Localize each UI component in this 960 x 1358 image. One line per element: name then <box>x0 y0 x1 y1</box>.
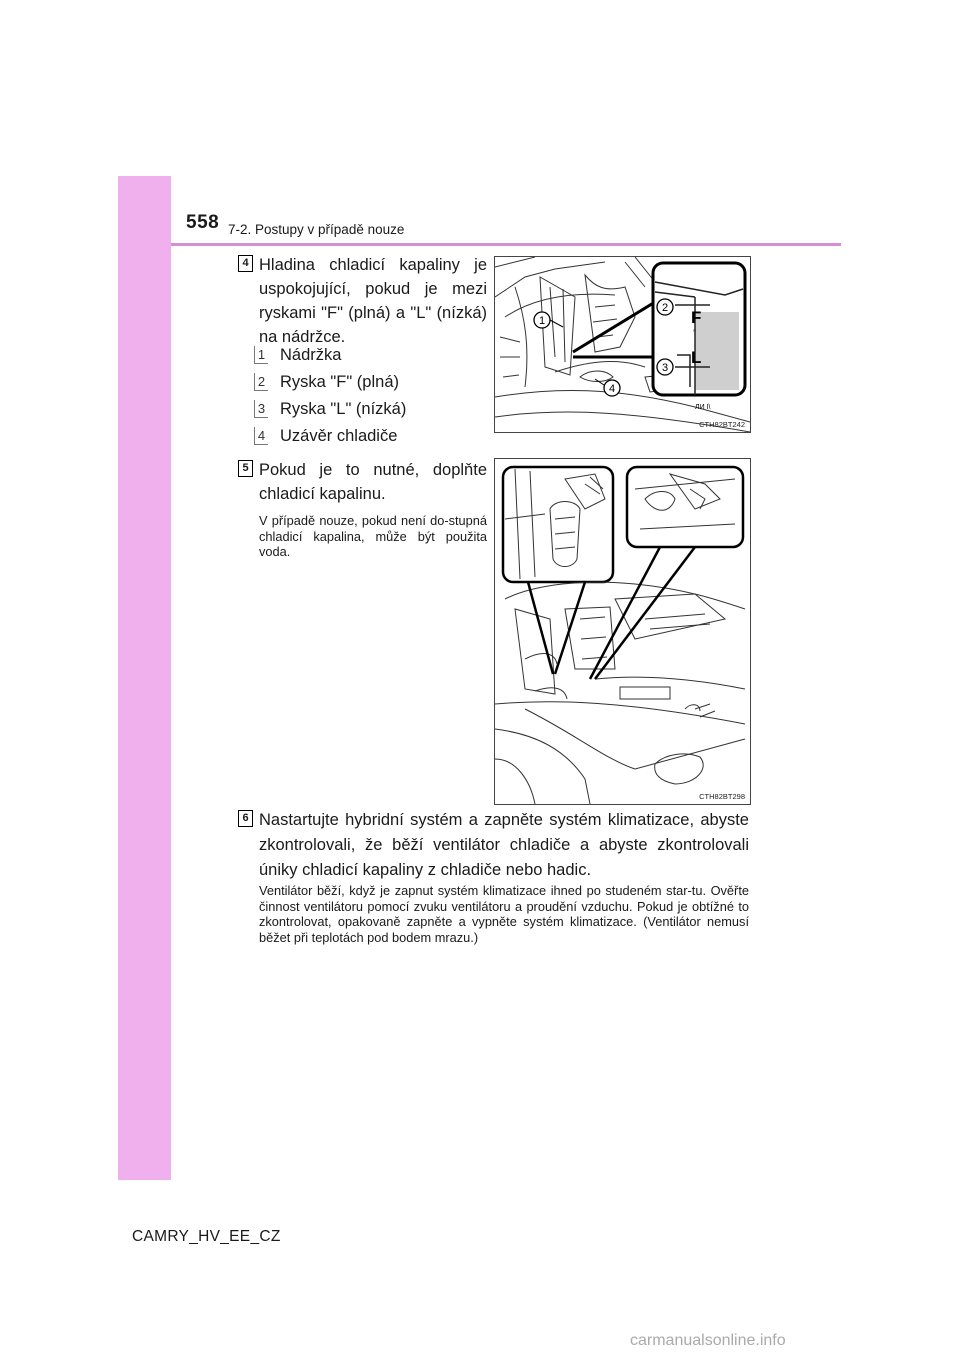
coolant-refill-illustration <box>494 458 751 805</box>
figure-code: CTH82BT298 <box>699 792 745 801</box>
list-item-number: 1 <box>254 346 268 364</box>
step-5-note: V případě nouze, pokud není do-stupná chladicí kapalina, může být použita voda. <box>259 513 487 559</box>
engine-bay-drawing <box>495 257 750 432</box>
list-item-label: Nádržka <box>280 346 342 364</box>
list-item-label: Uzávěr chladiče <box>280 427 398 445</box>
chapter-side-tab <box>118 176 171 1180</box>
step-5-text: Pokud je to nutné, doplňte chladicí kapalinu. <box>259 461 487 503</box>
callout-4-label: 4 <box>608 383 616 395</box>
coolant-reservoir-illustration <box>494 256 751 433</box>
step-6-note: Ventilátor běží, když je zapnut systém klimatizace ihned po studeném star-tu. Ověřte činnost ventilátoru pomocí zvuku ventilátoru a proudění vzduchu. Pokud je obtížné to zkontrolovat, opakovaně zapněte a vypněte systém klimatizace. (Ventilátor nemusí běžet při teplotách pod bodem mrazu.) <box>259 883 749 945</box>
refill-drawing <box>495 459 750 804</box>
svg-text:▫: ▫ <box>693 326 696 335</box>
list-item-label: Ryska "F" (plná) <box>280 373 399 391</box>
watermark: carmanualsonline.info <box>630 1332 786 1349</box>
list-item <box>254 427 397 445</box>
callout-2-label: 2 <box>661 302 669 314</box>
list-item <box>254 373 399 391</box>
list-item <box>254 346 341 364</box>
callout-3-label: 3 <box>661 362 669 374</box>
page-number: 558 <box>186 212 220 233</box>
level-mark-f: F <box>691 308 702 327</box>
level-mark-l: L <box>691 348 702 367</box>
reservoir-stamp: ЛИ I\ <box>695 404 711 411</box>
list-item-number: 3 <box>254 400 268 418</box>
list-item-number: 2 <box>254 373 268 391</box>
figure-code: CTH82BT242 <box>699 420 745 429</box>
list-item-label: Ryska "L" (nízká) <box>280 400 407 418</box>
step-4-marker: 4 <box>238 255 253 272</box>
section-title: 7-2. Postupy v případě nouze <box>228 222 405 237</box>
step-5-marker: 5 <box>238 460 253 477</box>
header-rule <box>171 243 841 246</box>
callout-1-label: 1 <box>538 315 546 327</box>
step-6-marker: 6 <box>238 810 253 827</box>
list-item-number: 4 <box>254 427 268 445</box>
step-4-text: Hladina chladicí kapaliny je uspokojující, pokud je mezi ryskami "F" (plná) a "L" (nízká) na nádržce. <box>259 256 487 346</box>
document-code: CAMRY_HV_EE_CZ <box>132 1228 281 1245</box>
step-6-text: Nastartujte hybridní systém a zapněte systém klimatizace, abyste zkontrolovali, že běží ventilátor chladiče a abyste zkontrolovali úniky chladicí kapaliny z chladiče nebo hadic. <box>259 811 749 879</box>
list-item <box>254 400 406 418</box>
